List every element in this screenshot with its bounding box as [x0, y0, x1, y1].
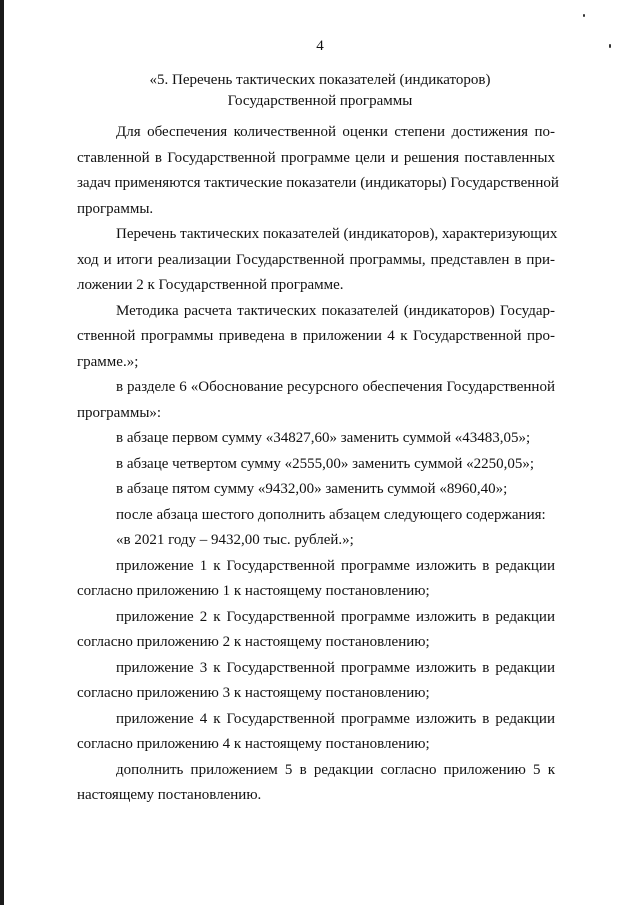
text-line: после абзаца шестого дополнить абзацем следующего содержания: [116, 506, 546, 523]
text-line: ложении 2 к Государственной программе. [77, 277, 344, 293]
text-line: приложение 2 к Государственной программе изложить в редакции [116, 608, 555, 625]
text-line: ственной программы приведена в приложении 4 к Государственной про- [77, 328, 555, 344]
heading-line: Государственной программы [227, 93, 413, 109]
text-line: грамме.»; [77, 353, 139, 370]
heading-line: «5. Перечень тактических показателей (индикаторов) [149, 72, 491, 88]
text-line: в абзаце пятом сумму «9432,00» заменить суммой «8960,40»; [116, 481, 508, 497]
text-line: в разделе 6 «Обоснование ресурсного обеспечения Государственной [116, 379, 555, 395]
text-line: дополнить приложением 5 в редакции согласно приложению 5 к [116, 761, 555, 778]
scan-edge [0, 0, 4, 905]
text-line: программы. [77, 200, 154, 217]
text-line: согласно приложению 3 к настоящему постановлению; [77, 685, 430, 701]
text-line: ставленной в Государственной программе цели и решения поставленных [77, 149, 555, 166]
text-line: «в 2021 году – 9432,00 тыс. рублей.»; [116, 532, 354, 548]
text-line: Методика расчета тактических показателей (индикаторов) Государ- [116, 302, 555, 319]
text-line: Перечень тактических показателей (индикаторов), характеризующих [116, 226, 558, 242]
text-line: согласно приложению 4 к настоящему постановлению; [77, 736, 430, 752]
section-heading [0, 70, 640, 112]
text-line: в абзаце четвертом сумму «2555,00» заменить суммой «2250,05»; [116, 455, 535, 472]
text-line: приложение 4 к Государственной программе изложить в редакции [116, 710, 555, 727]
text-line: Для обеспечения количественной оценки степени достижения по- [116, 124, 555, 140]
scan-speck [583, 14, 585, 17]
page-number: 4 [316, 38, 324, 54]
text-line: в абзаце первом сумму «34827,60» заменить суммой «43483,05»; [116, 430, 531, 446]
text-line: задач применяются тактические показатели (индикаторы) Государственной [77, 175, 559, 191]
text-line: программы»: [77, 404, 162, 421]
document-body [77, 120, 559, 809]
text-line: согласно приложению 1 к настоящему постановлению; [77, 583, 430, 599]
text-line: ход и итоги реализации Государственной программы, представлен в при- [77, 251, 555, 268]
text-line: согласно приложению 2 к настоящему постановлению; [77, 634, 430, 650]
text-line: приложение 3 к Государственной программе изложить в редакции [116, 659, 555, 676]
text-line: приложение 1 к Государственной программе изложить в редакции [116, 557, 555, 574]
text-line: настоящему постановлению. [77, 787, 262, 803]
